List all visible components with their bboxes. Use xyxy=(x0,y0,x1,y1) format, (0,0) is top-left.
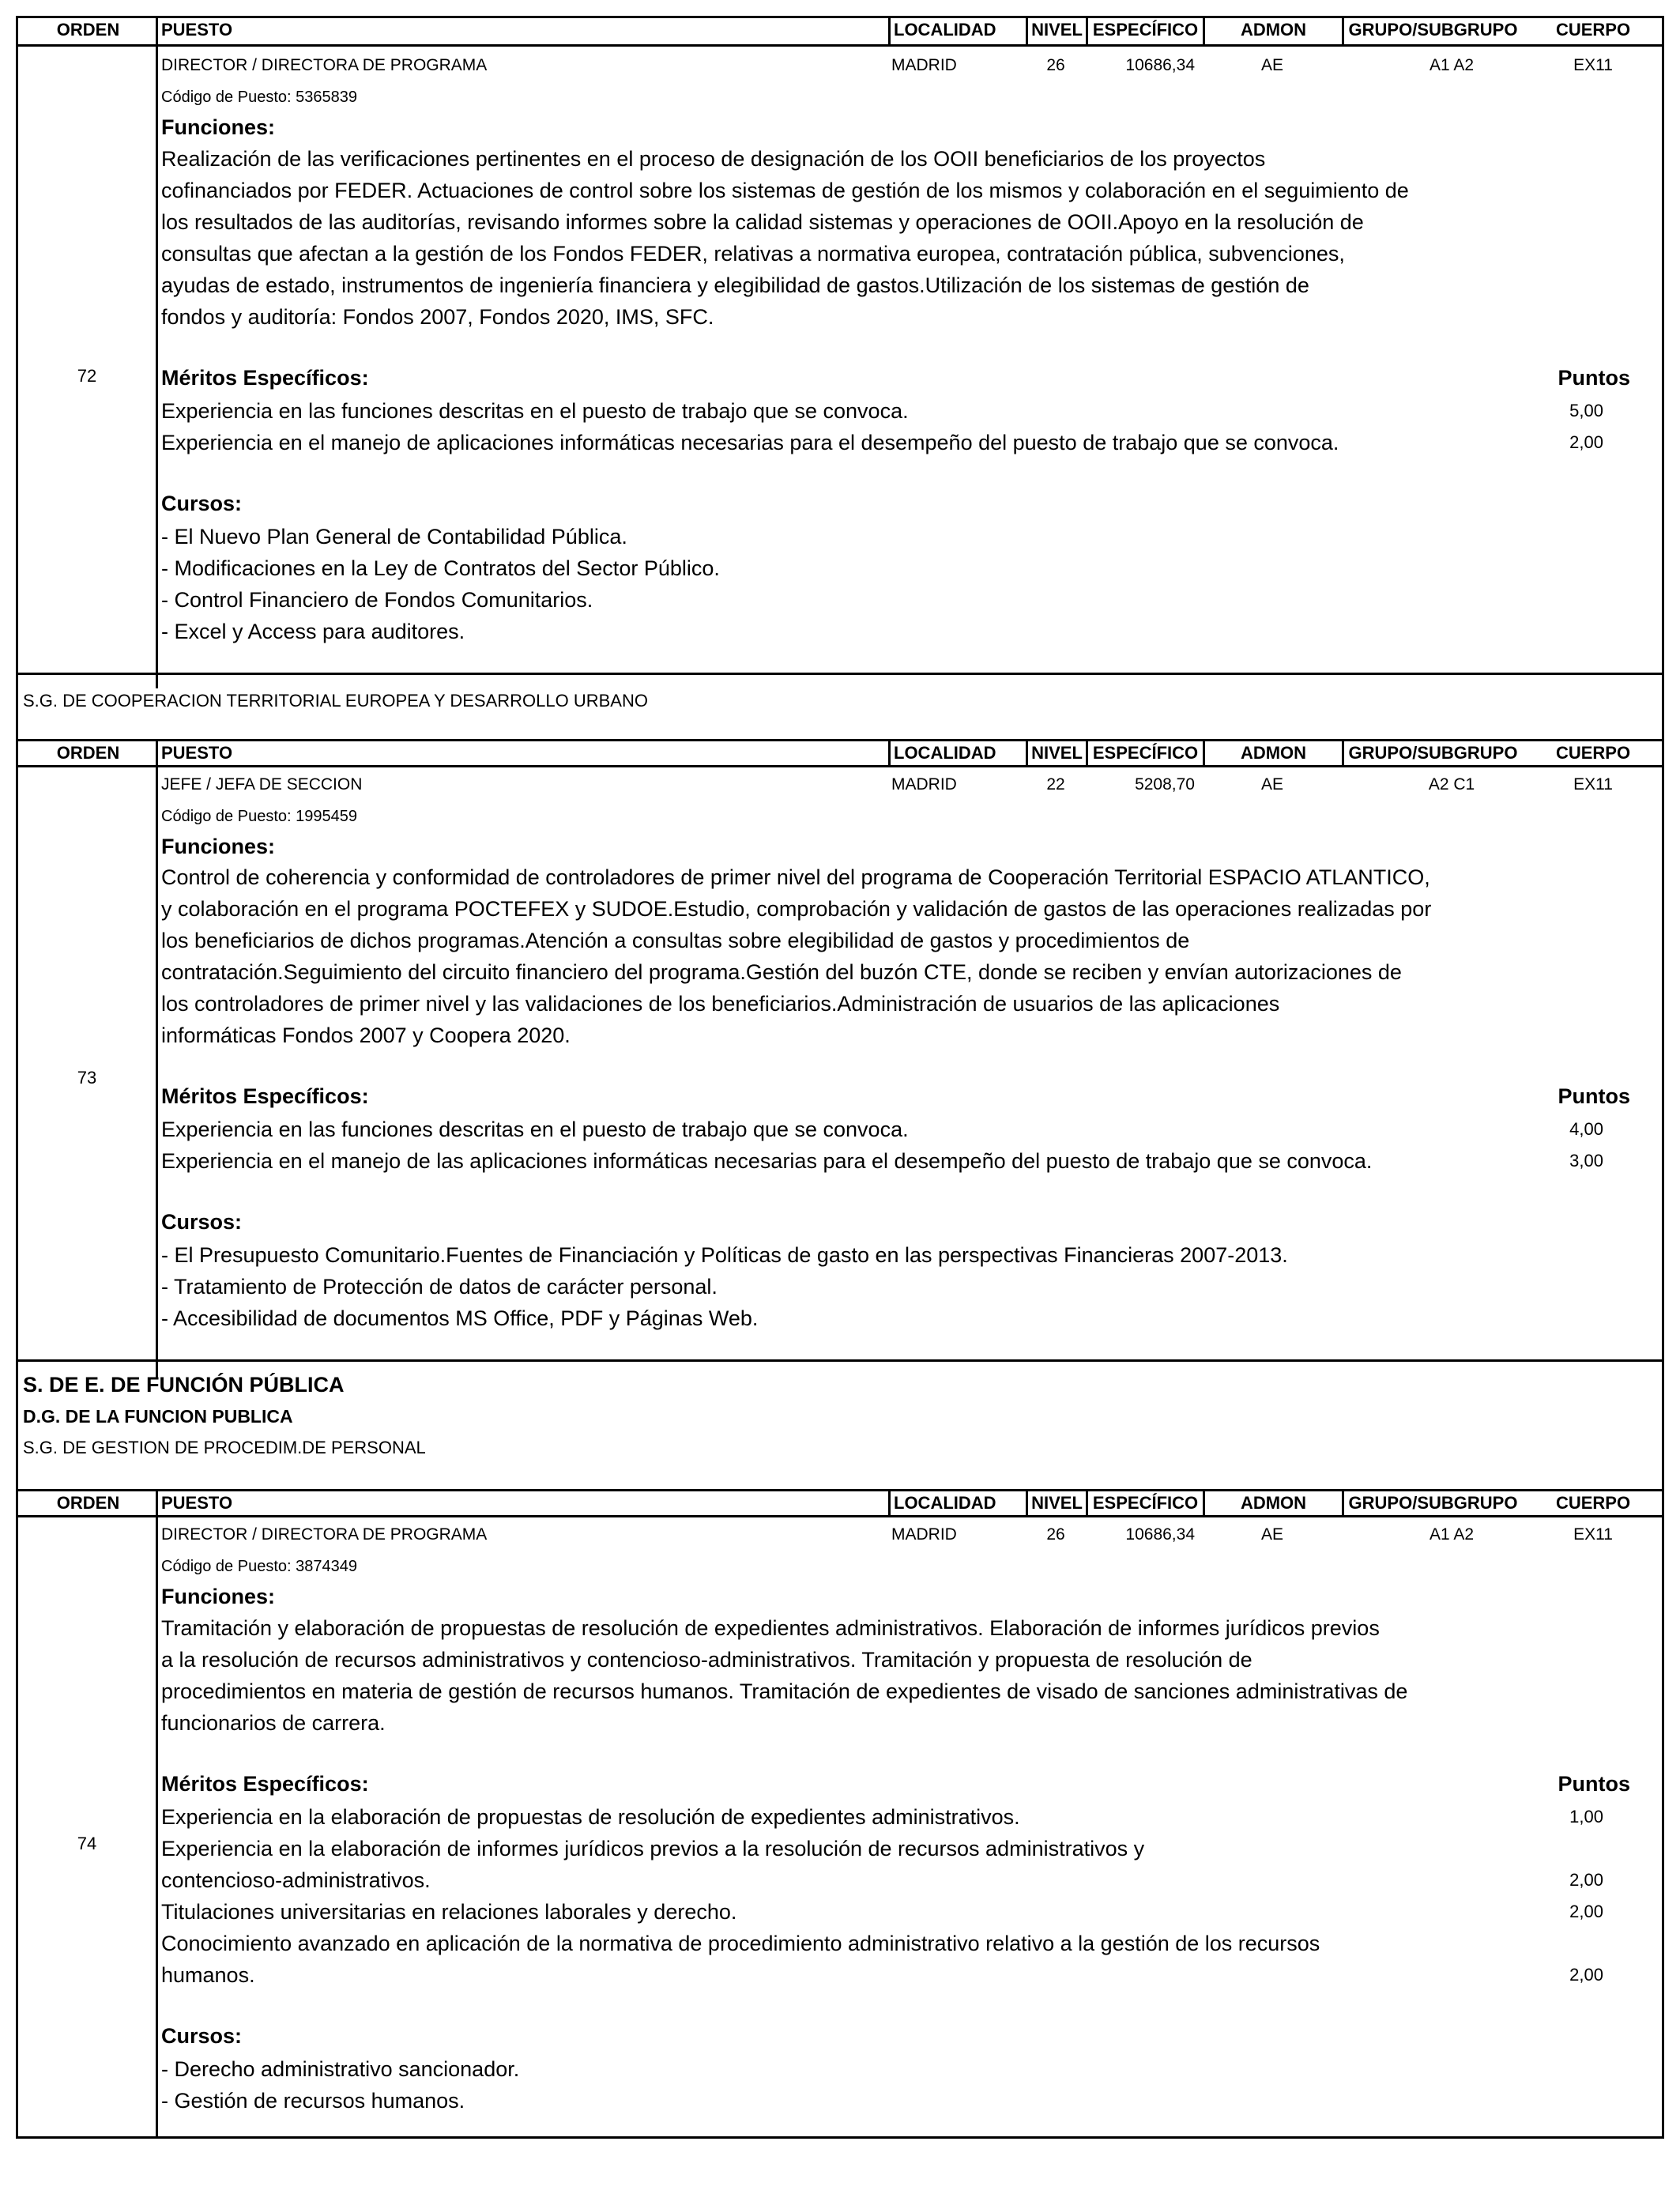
header-nivel: NIVEL xyxy=(1026,1491,1086,1515)
header-orden: ORDEN xyxy=(56,743,120,763)
funciones-line: los controladores de primer nivel y las validaciones de los beneficiarios.Administración de usuarios de las aplicaciones xyxy=(161,992,1280,1016)
funciones-line: fondos y auditoría: Fondos 2007, Fondos 2020, IMS, SFC. xyxy=(161,305,714,329)
header-grupo: GRUPO/SUBGRUPO xyxy=(1342,741,1522,765)
puntos-heading: Puntos xyxy=(1558,1084,1630,1108)
funciones-line: Realización de las verificaciones pertinentes en el proceso de designación de los OOII beneficiarios de los proyectos xyxy=(161,147,1266,171)
job-puesto: JEFE / JEFA DE SECCION xyxy=(161,775,363,794)
header-nivel: NIVEL xyxy=(1026,741,1086,765)
codigo-puesto: Código de Puesto: 1995459 xyxy=(161,808,357,825)
header-cuerpo: CUERPO xyxy=(1555,20,1631,40)
job-localidad: MADRID xyxy=(891,1525,957,1544)
job-nivel: 26 xyxy=(1046,56,1065,74)
merito-line: Experiencia en las funciones descritas en el puesto de trabajo que se convoca. xyxy=(161,1118,909,1141)
section-direccion-general: D.G. DE LA FUNCION PUBLICA xyxy=(23,1406,293,1427)
funciones-line: los resultados de las auditorías, revisando informes sobre la calidad sistemas y operaciones de OOII.Apoyo en la resolución de xyxy=(161,210,1364,234)
divider xyxy=(18,1359,1662,1362)
funciones-line: contratación.Seguimiento del circuito financiero del programa.Gestión del buzón CTE, donde se reciben y envían autorizaciones de xyxy=(161,960,1402,984)
curso-line: - Modificaciones en la Ley de Contratos del Sector Público. xyxy=(161,556,720,580)
table-header xyxy=(18,739,1662,767)
orden-number: 72 xyxy=(77,366,97,386)
header-orden: ORDEN xyxy=(56,1493,120,1513)
job-localidad: MADRID xyxy=(891,56,957,74)
orden-number: 73 xyxy=(77,1068,97,1088)
header-admon: ADMON xyxy=(1203,741,1342,765)
cursos-heading: Cursos: xyxy=(161,1210,243,1234)
merito-line: Conocimiento avanzado en aplicación de la normativa de procedimiento administrativo relativo a la gestión de los recursos xyxy=(161,1932,1320,1955)
header-nivel: NIVEL xyxy=(1026,18,1086,44)
merito-points: 2,00 xyxy=(1569,1902,1603,1921)
merito-line: contencioso-administrativos. xyxy=(161,1868,431,1892)
meritos-heading: Méritos Específicos: xyxy=(161,1772,369,1796)
funciones-line: los beneficiarios de dichos programas.Atención a consultas sobre elegibilidad de gastos y procedimientos de xyxy=(161,929,1190,952)
job-nivel: 22 xyxy=(1046,775,1065,794)
codigo-puesto: Código de Puesto: 5365839 xyxy=(161,89,357,106)
funciones-heading: Funciones: xyxy=(161,835,276,858)
column-divider xyxy=(156,767,158,1378)
funciones-line: Tramitación y elaboración de propuestas de resolución de expedientes administrativos. Elaboración de informes jurídicos previos xyxy=(161,1616,1380,1640)
header-especifico: ESPECÍFICO xyxy=(1086,1491,1203,1515)
merito-line: humanos. xyxy=(161,1963,255,1987)
job-puesto: DIRECTOR / DIRECTORA DE PROGRAMA xyxy=(161,56,488,74)
cursos-heading: Cursos: xyxy=(161,492,243,515)
puntos-heading: Puntos xyxy=(1558,366,1630,390)
merito-points: 2,00 xyxy=(1569,432,1603,452)
merito-points: 3,00 xyxy=(1569,1151,1603,1171)
header-puesto: PUESTO xyxy=(156,1491,888,1515)
table-header xyxy=(18,18,1662,47)
merito-points: 4,00 xyxy=(1569,1119,1603,1139)
puntos-heading: Puntos xyxy=(1558,1772,1630,1796)
table-header xyxy=(18,1489,1662,1517)
job-nivel: 26 xyxy=(1046,1525,1065,1544)
merito-line: Experiencia en el manejo de aplicaciones informáticas necesarias para el desempeño del puesto de trabajo que se convoca. xyxy=(161,431,1339,454)
job-cuerpo: EX11 xyxy=(1573,56,1613,74)
column-divider xyxy=(156,47,158,688)
curso-line: - Accesibilidad de documentos MS Office, PDF y Páginas Web. xyxy=(161,1306,759,1330)
merito-points: 2,00 xyxy=(1569,1965,1603,1985)
job-especifico: 10686,34 xyxy=(1125,1525,1195,1544)
merito-line: Experiencia en la elaboración de informes jurídicos previos a la resolución de recursos administrativos y xyxy=(161,1837,1145,1860)
merito-points: 2,00 xyxy=(1569,1870,1603,1890)
funciones-line: consultas que afectan a la gestión de los Fondos FEDER, relativas a normativa europea, contratación pública, subvenciones, xyxy=(161,242,1345,266)
funciones-line: a la resolución de recursos administrativos y contencioso-administrativos. Tramitación y propuesta de resolución de xyxy=(161,1648,1252,1672)
meritos-heading: Méritos Específicos: xyxy=(161,366,369,390)
job-admon: AE xyxy=(1260,775,1283,794)
divider xyxy=(18,673,1662,675)
job-admon: AE xyxy=(1260,1525,1283,1544)
curso-line: - Control Financiero de Fondos Comunitarios. xyxy=(161,588,593,612)
section-secretaria: S. DE E. DE FUNCIÓN PÚBLICA xyxy=(23,1373,345,1397)
job-puesto: DIRECTOR / DIRECTORA DE PROGRAMA xyxy=(161,1525,488,1544)
job-grupo: A1 A2 xyxy=(1429,56,1475,74)
funciones-line: ayudas de estado, instrumentos de ingeniería financiera y elegibilidad de gastos.Utilización de los sistemas de gestión de xyxy=(161,273,1309,297)
header-grupo: GRUPO/SUBGRUPO xyxy=(1342,1491,1522,1515)
job-grupo: A1 A2 xyxy=(1429,1525,1475,1544)
merito-line: Experiencia en las funciones descritas en el puesto de trabajo que se convoca. xyxy=(161,399,909,423)
job-localidad: MADRID xyxy=(891,775,957,794)
section-subdirection: S.G. DE GESTION DE PROCEDIM.DE PERSONAL xyxy=(23,1438,426,1457)
cursos-heading: Cursos: xyxy=(161,2024,243,2048)
section-subdirection: S.G. DE COOPERACION TERRITORIAL EUROPEA Y DESARROLLO URBANO xyxy=(23,691,648,711)
curso-line: - El Presupuesto Comunitario.Fuentes de Financiación y Políticas de gasto en las perspectivas Financieras 2007-2013. xyxy=(161,1243,1288,1267)
document-frame xyxy=(16,16,1664,2139)
merito-line: Titulaciones universitarias en relaciones laborales y derecho. xyxy=(161,1900,737,1924)
curso-line: - Tratamiento de Protección de datos de carácter personal. xyxy=(161,1275,718,1299)
header-cuerpo: CUERPO xyxy=(1555,1493,1631,1513)
job-cuerpo: EX11 xyxy=(1573,1525,1613,1544)
funciones-line: funcionarios de carrera. xyxy=(161,1711,386,1735)
curso-line: - Derecho administrativo sancionador. xyxy=(161,2057,520,2081)
merito-points: 5,00 xyxy=(1569,401,1603,420)
meritos-heading: Méritos Específicos: xyxy=(161,1084,369,1108)
merito-points: 1,00 xyxy=(1569,1807,1603,1826)
header-admon: ADMON xyxy=(1203,18,1342,44)
header-cuerpo: CUERPO xyxy=(1555,743,1631,763)
orden-number: 74 xyxy=(77,1834,97,1853)
header-localidad: LOCALIDAD xyxy=(888,1491,1026,1515)
job-especifico: 10686,34 xyxy=(1125,56,1195,74)
funciones-line: Control de coherencia y conformidad de controladores de primer nivel del programa de Cooperación Territorial ESPACIO ATLANTICO, xyxy=(161,865,1430,889)
funciones-line: y colaboración en el programa POCTEFEX y SUDOE.Estudio, comprobación y validación de gastos de las operaciones realizadas por xyxy=(161,897,1432,921)
merito-line: Experiencia en la elaboración de propuestas de resolución de expedientes administrativos. xyxy=(161,1805,1020,1829)
column-divider xyxy=(156,1517,158,2139)
job-grupo: A2 C1 xyxy=(1428,775,1475,794)
funciones-line: cofinanciados por FEDER. Actuaciones de control sobre los sistemas de gestión de los mismos y colaboración en el seguimiento de xyxy=(161,179,1409,202)
header-grupo: GRUPO/SUBGRUPO xyxy=(1342,18,1522,44)
header-especifico: ESPECÍFICO xyxy=(1086,18,1203,44)
funciones-heading: Funciones: xyxy=(161,115,276,139)
header-especifico: ESPECÍFICO xyxy=(1086,741,1203,765)
job-especifico: 5208,70 xyxy=(1135,775,1195,794)
header-localidad: LOCALIDAD xyxy=(888,18,1026,44)
curso-line: - Gestión de recursos humanos. xyxy=(161,2089,465,2113)
job-admon: AE xyxy=(1260,56,1283,74)
curso-line: - Excel y Access para auditores. xyxy=(161,620,465,643)
codigo-puesto: Código de Puesto: 3874349 xyxy=(161,1558,357,1575)
funciones-line: procedimientos en materia de gestión de recursos humanos. Tramitación de expedientes de visado de sanciones administrativas de xyxy=(161,1679,1408,1703)
merito-line: Experiencia en el manejo de las aplicaciones informáticas necesarias para el desempeño del puesto de trabajo que se convoca. xyxy=(161,1149,1373,1173)
header-orden: ORDEN xyxy=(56,20,120,40)
funciones-line: informáticas Fondos 2007 y Coopera 2020. xyxy=(161,1023,571,1047)
job-cuerpo: EX11 xyxy=(1573,775,1613,794)
header-puesto: PUESTO xyxy=(156,741,888,765)
header-admon: ADMON xyxy=(1203,1491,1342,1515)
header-localidad: LOCALIDAD xyxy=(888,741,1026,765)
header-puesto: PUESTO xyxy=(156,18,888,44)
funciones-heading: Funciones: xyxy=(161,1585,276,1608)
curso-line: - El Nuevo Plan General de Contabilidad Pública. xyxy=(161,525,627,548)
